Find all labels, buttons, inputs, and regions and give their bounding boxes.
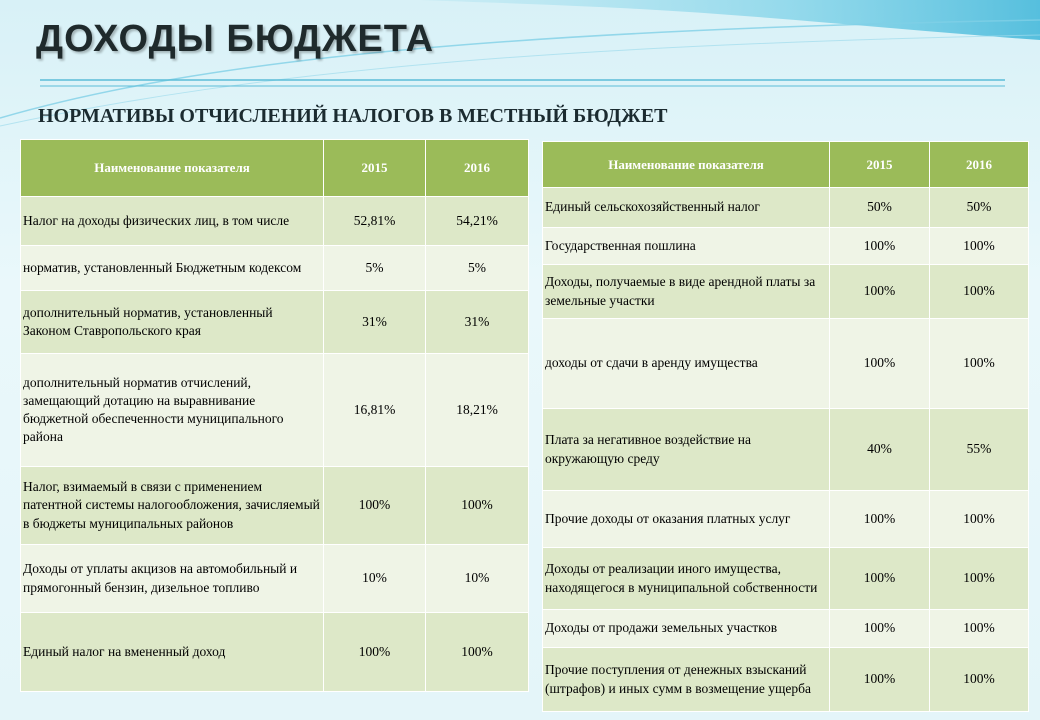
row-value-2016: 50%: [930, 188, 1029, 228]
row-name: Прочие доходы от оказания платных услуг: [543, 491, 830, 548]
column-header-name: Наименование показателя: [21, 140, 324, 197]
table-header-row: [543, 142, 1029, 188]
right-table: [542, 141, 1029, 712]
row-value-2015: 100%: [830, 265, 930, 319]
row-value-2015: 100%: [324, 467, 426, 545]
left-table: [20, 139, 529, 692]
table-row: [21, 291, 529, 354]
row-value-2015: 100%: [830, 319, 930, 409]
row-value-2016: 100%: [930, 319, 1029, 409]
row-value-2016: 100%: [930, 610, 1029, 648]
table-row: [543, 188, 1029, 228]
table-row: [21, 246, 529, 291]
row-name: норматив, установленный Бюджетным кодексом: [21, 246, 324, 291]
row-name: Доходы, получаемые в виде арендной платы за земельные участки: [543, 265, 830, 319]
row-value-2016: 5%: [426, 246, 529, 291]
table-row: [21, 545, 529, 613]
row-value-2016: 31%: [426, 291, 529, 354]
row-name: Налог на доходы физических лиц, в том числе: [21, 197, 324, 246]
table-row: [21, 467, 529, 545]
row-name: Прочие поступления от денежных взысканий (штрафов) и иных сумм в возмещение ущерба: [543, 648, 830, 712]
table-row: [543, 491, 1029, 548]
row-name: Плата за негативное воздействие на окружающую среду: [543, 409, 830, 491]
row-value-2016: 18,21%: [426, 354, 529, 467]
table-row: [21, 354, 529, 467]
row-name: дополнительный норматив отчислений, замещающий дотацию на выравнивание бюджетной обеспеченности муниципального района: [21, 354, 324, 467]
row-name: Налог, взимаемый в связи с применением патентной системы налогообложения, зачисляемый в бюджеты муниципальных районов: [21, 467, 324, 545]
row-value-2016: 100%: [930, 648, 1029, 712]
row-value-2015: 100%: [830, 610, 930, 648]
row-value-2016: 100%: [930, 228, 1029, 265]
row-value-2015: 100%: [324, 613, 426, 692]
row-value-2015: 50%: [830, 188, 930, 228]
row-value-2015: 52,81%: [324, 197, 426, 246]
row-value-2016: 100%: [426, 613, 529, 692]
column-header-name: Наименование показателя: [543, 142, 830, 188]
row-name: доходы от сдачи в аренду имущества: [543, 319, 830, 409]
row-name: Единый сельскохозяйственный налог: [543, 188, 830, 228]
row-name: Доходы от уплаты акцизов на автомобильный и прямогонный бензин, дизельное топливо: [21, 545, 324, 613]
table-row: [21, 613, 529, 692]
table-header-row: [21, 140, 529, 197]
row-value-2016: 54,21%: [426, 197, 529, 246]
row-value-2015: 100%: [830, 228, 930, 265]
row-name: дополнительный норматив, установленный Законом Ставропольского края: [21, 291, 324, 354]
row-value-2015: 10%: [324, 545, 426, 613]
column-header-2016: 2016: [426, 140, 529, 197]
table-row: [543, 228, 1029, 265]
page-title: ДОХОДЫ БЮДЖЕТА: [36, 18, 435, 60]
column-header-2016: 2016: [930, 142, 1029, 188]
column-header-2015: 2015: [830, 142, 930, 188]
row-name: Единый налог на вмененный доход: [21, 613, 324, 692]
table-row: [543, 610, 1029, 648]
table-row: [21, 197, 529, 246]
row-value-2016: 10%: [426, 545, 529, 613]
row-name: Доходы от продажи земельных участков: [543, 610, 830, 648]
page-subtitle: НОРМАТИВЫ ОТЧИСЛЕНИЙ НАЛОГОВ В МЕСТНЫЙ БЮДЖЕТ: [38, 105, 668, 127]
table-row: [543, 648, 1029, 712]
row-name: Доходы от реализации иного имущества, находящегося в муниципальной собственности: [543, 548, 830, 610]
row-value-2015: 16,81%: [324, 354, 426, 467]
table-row: [543, 409, 1029, 491]
row-value-2015: 31%: [324, 291, 426, 354]
row-value-2016: 100%: [426, 467, 529, 545]
column-header-2015: 2015: [324, 140, 426, 197]
table-row: [543, 319, 1029, 409]
row-value-2015: 40%: [830, 409, 930, 491]
row-value-2015: 5%: [324, 246, 426, 291]
row-value-2016: 100%: [930, 491, 1029, 548]
row-name: Государственная пошлина: [543, 228, 830, 265]
row-value-2015: 100%: [830, 491, 930, 548]
table-row: [543, 265, 1029, 319]
table-row: [543, 548, 1029, 610]
row-value-2015: 100%: [830, 548, 930, 610]
row-value-2015: 100%: [830, 648, 930, 712]
row-value-2016: 100%: [930, 265, 1029, 319]
row-value-2016: 55%: [930, 409, 1029, 491]
row-value-2016: 100%: [930, 548, 1029, 610]
